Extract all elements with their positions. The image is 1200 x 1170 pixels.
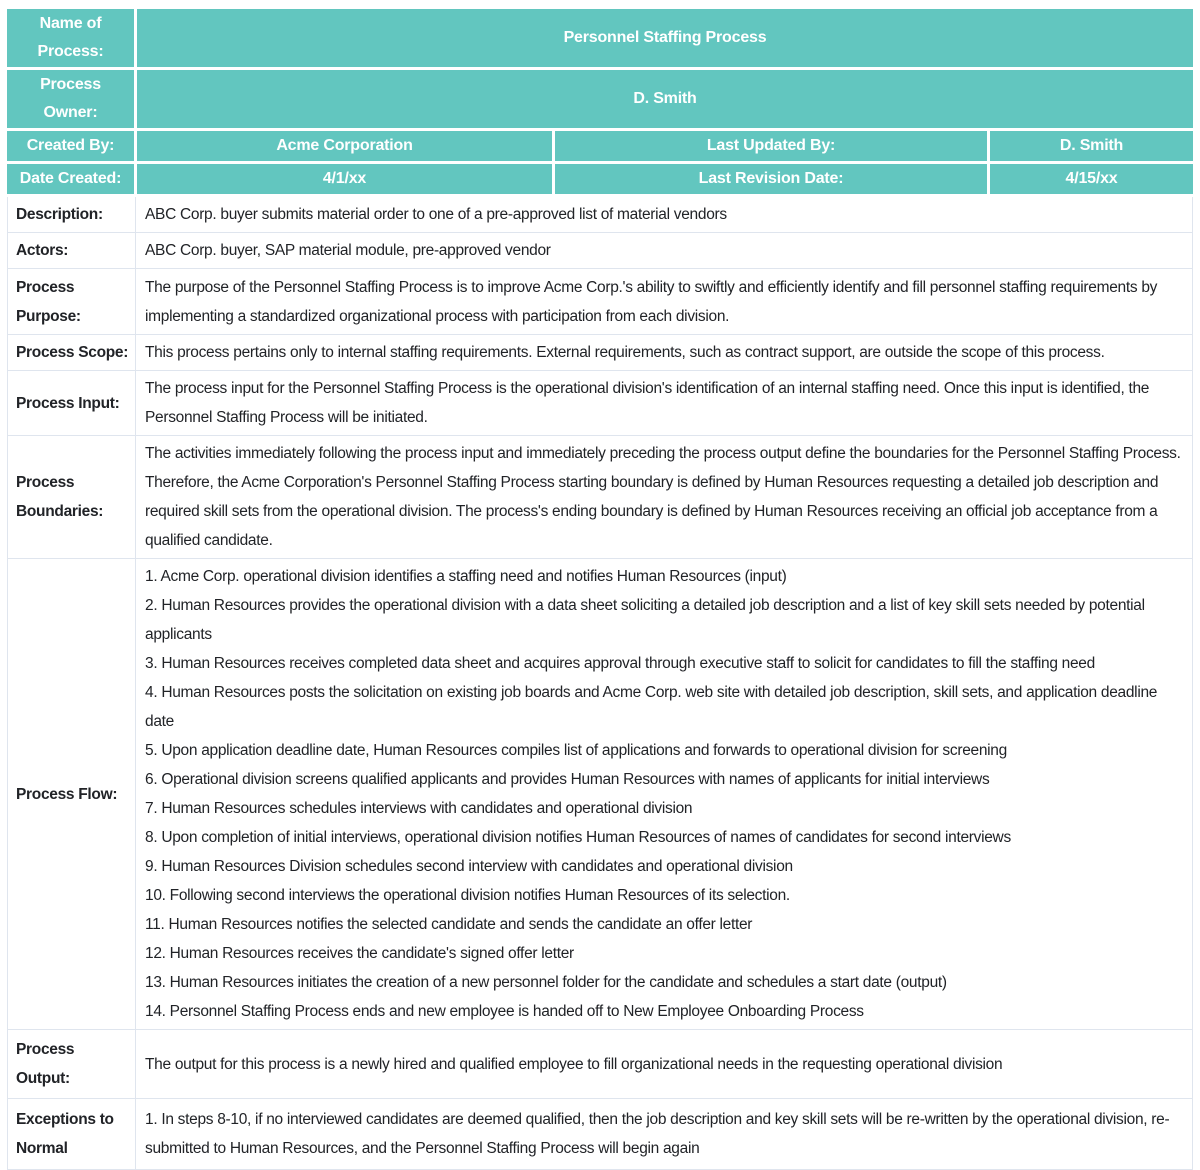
process-flow-item: 14. Personnel Staffing Process ends and new employee is handed off to New Employee Onboarding Process xyxy=(145,1003,864,1020)
process-definition-document xyxy=(7,9,1193,1170)
row-process-flow xyxy=(7,559,1193,1030)
process-flow-item: 9. Human Resources Division schedules second interview with candidates and operational division xyxy=(145,858,793,875)
process-flow-item: 13. Human Resources initiates the creation of a new personnel folder for the candidate and schedules a start date (output) xyxy=(145,974,947,991)
exceptions-label: Exceptions to Normal xyxy=(7,1099,135,1169)
process-flow-item: 7. Human Resources schedules interviews with candidates and operational division xyxy=(145,800,693,817)
process-input-label: Process Input: xyxy=(7,371,135,435)
process-scope-label: Process Scope: xyxy=(7,335,135,370)
process-flow-item: 4. Human Resources posts the solicitation on existing job boards and Acme Corp. web site with detailed job description, skill sets, and application deadline date xyxy=(145,684,1158,730)
process-scope-content: This process pertains only to internal staffing requirements. External requirements, such as contract support, are outside the scope of this process. xyxy=(135,335,1193,370)
row-process-purpose xyxy=(7,269,1193,335)
row-process-output xyxy=(7,1030,1193,1099)
process-flow-label: Process Flow: xyxy=(7,559,135,1029)
process-input-content: The process input for the Personnel Staffing Process is the operational division's identification of an internal staffing need. Once this input is identified, the Personnel Staffing Process will be initiated. xyxy=(135,371,1193,435)
process-purpose-label: Process Purpose: xyxy=(7,269,135,334)
row-created-by xyxy=(7,131,1193,161)
row-process-boundaries xyxy=(7,436,1193,559)
date-created-value: 4/1/xx xyxy=(137,164,552,194)
name-of-process-label: Name of Process: xyxy=(7,9,134,67)
process-flow-item: 6. Operational division screens qualified applicants and provides Human Resources with names of applicants for initial interviews xyxy=(145,771,990,788)
row-name-of-process xyxy=(7,9,1193,67)
name-of-process-value: Personnel Staffing Process xyxy=(137,9,1193,67)
last-revision-date-label: Last Revision Date: xyxy=(555,164,987,194)
last-updated-by-label: Last Updated By: xyxy=(555,131,987,161)
process-output-content: The output for this process is a newly hired and qualified employee to fill organizational needs in the requesting operational division xyxy=(135,1030,1193,1098)
process-owner-value: D. Smith xyxy=(137,70,1193,128)
process-flow-list xyxy=(135,559,1193,1029)
row-process-scope xyxy=(7,335,1193,371)
row-exceptions xyxy=(7,1099,1193,1170)
created-by-value: Acme Corporation xyxy=(137,131,552,161)
process-boundaries-label: Process Boundaries: xyxy=(7,436,135,558)
process-flow-item: 2. Human Resources provides the operational division with a data sheet soliciting a detailed job description and a list of key skill sets needed by potential applicants xyxy=(145,597,1145,643)
process-boundaries-content: The activities immediately following the process input and immediately preceding the process output define the boundaries for the Personnel Staffing Process. Therefore, the Acme Corporation's Personnel Staffing Process starting boundary is defined by Human Resources requesting a detailed job description and required skill sets from the operational division. The process's ending boundary is defined by Human Resources receiving an official job acceptance from a qualified candidate. xyxy=(135,436,1193,558)
last-revision-date-value: 4/15/xx xyxy=(990,164,1193,194)
process-flow-item: 11. Human Resources notifies the selected candidate and sends the candidate an offer letter xyxy=(145,916,753,933)
process-owner-label: Process Owner: xyxy=(7,70,134,128)
date-created-label: Date Created: xyxy=(7,164,134,194)
actors-label: Actors: xyxy=(7,233,135,268)
process-flow-item: 3. Human Resources receives completed data sheet and acquires approval through executive staff to solicit for candidates to fill the staffing need xyxy=(145,655,1095,672)
row-process-input xyxy=(7,371,1193,436)
process-flow-item: 12. Human Resources receives the candidate's signed offer letter xyxy=(145,945,574,962)
description-content: ABC Corp. buyer submits material order to one of a pre-approved list of material vendors xyxy=(135,197,1193,232)
process-flow-item: 5. Upon application deadline date, Human Resources compiles list of applications and forwards to operational division for screening xyxy=(145,742,1007,759)
row-process-owner xyxy=(7,70,1193,128)
exceptions-content: 1. In steps 8-10, if no interviewed candidates are deemed qualified, then the job description and key skill sets will be re-written by the operational division, re-submitted to Human Resources, and the Personnel Staffing Process will begin again xyxy=(135,1099,1193,1169)
description-label: Description: xyxy=(7,197,135,232)
process-flow-item: 10. Following second interviews the operational division notifies Human Resources of its selection. xyxy=(145,887,790,904)
process-output-label: Process Output: xyxy=(7,1030,135,1098)
created-by-label: Created By: xyxy=(7,131,134,161)
row-date-created xyxy=(7,164,1193,194)
process-flow-item: 1. Acme Corp. operational division identifies a staffing need and notifies Human Resources (input) xyxy=(145,568,787,585)
process-flow-item: 8. Upon completion of initial interviews, operational division notifies Human Resources of names of candidates for second interviews xyxy=(145,829,1011,846)
process-purpose-content: The purpose of the Personnel Staffing Process is to improve Acme Corp.'s ability to swiftly and efficiently identify and fill personnel staffing requirements by implementing a standardized organizational process with participation from each division. xyxy=(135,269,1193,334)
actors-content: ABC Corp. buyer, SAP material module, pre-approved vendor xyxy=(135,233,1193,268)
row-actors xyxy=(7,233,1193,269)
row-description xyxy=(7,197,1193,233)
last-updated-by-value: D. Smith xyxy=(990,131,1193,161)
